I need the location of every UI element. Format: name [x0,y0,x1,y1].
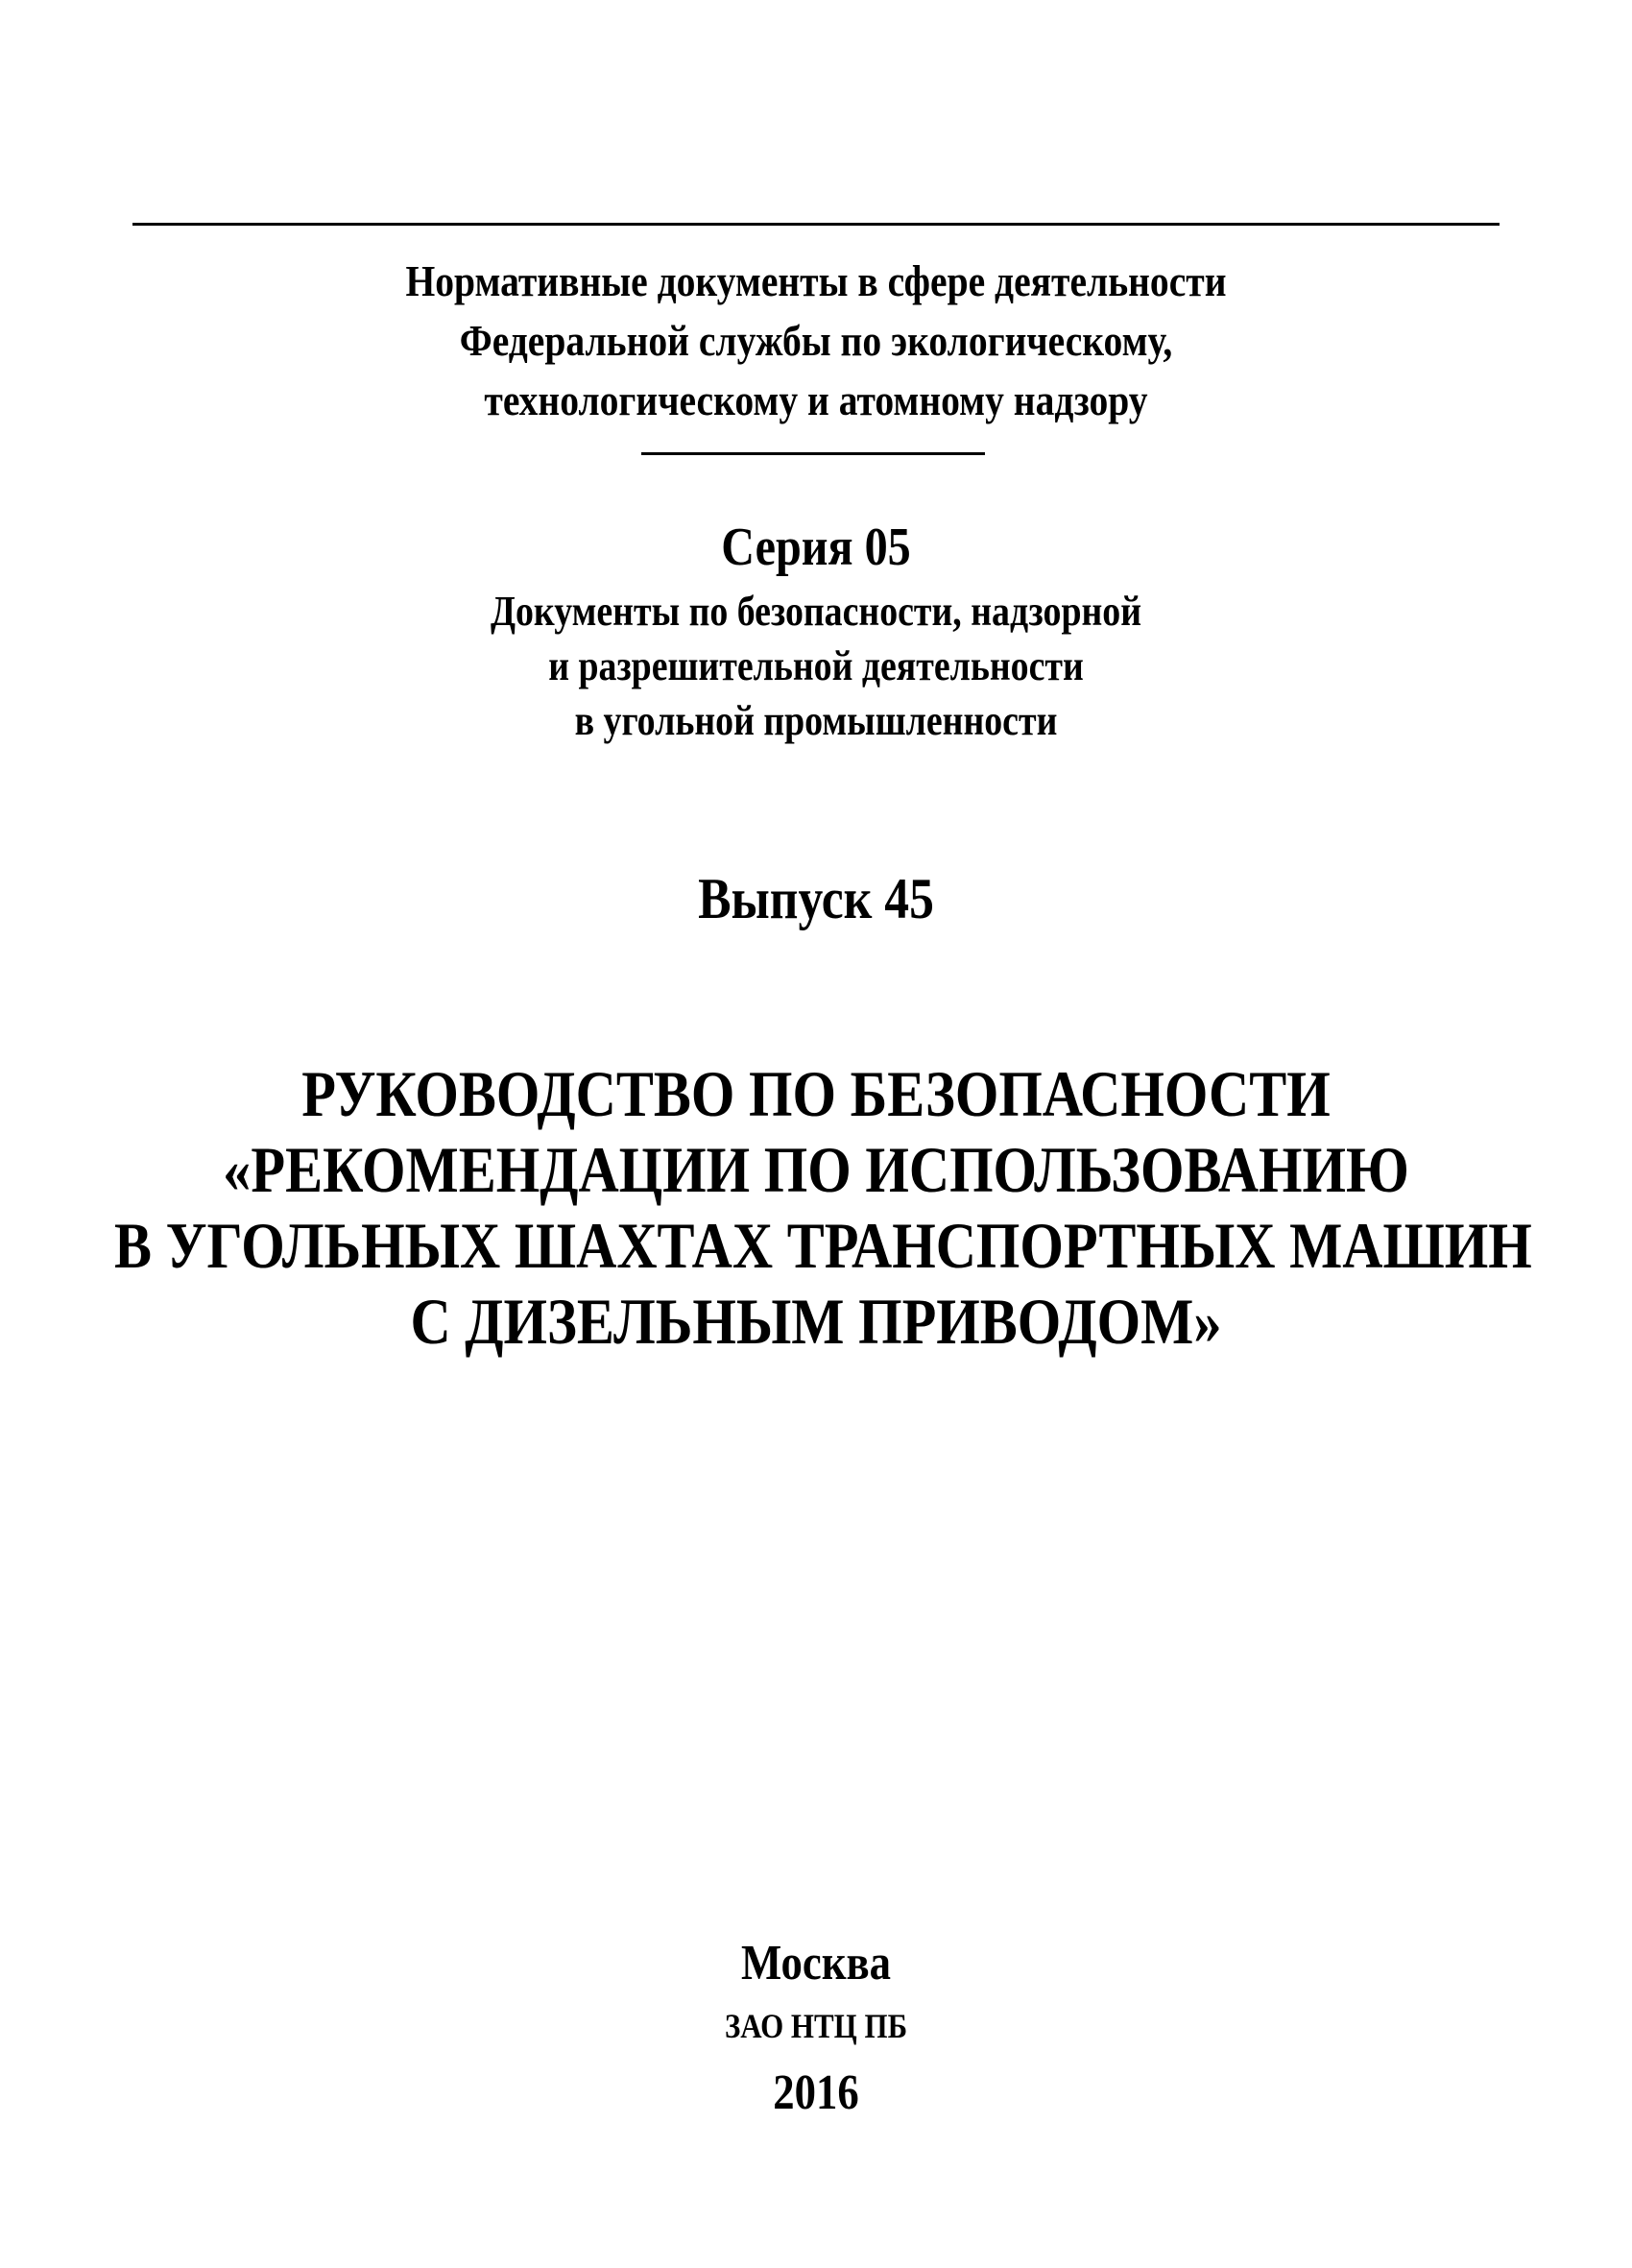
series-description-line: Документы по безопасности, надзорной [490,588,1142,635]
series-title: Серия 05 [721,518,911,577]
document-title-line: РУКОВОДСТВО ПО БЕЗОПАСНОСТИ [301,1057,1331,1130]
header-line: технологическому и атомному надзору [484,375,1148,424]
top-rule [132,223,1500,226]
header-block [114,252,1518,430]
series-description-line: в угольной промышленности [574,697,1058,744]
series-description-line: и разрешительной деятельности [548,642,1084,689]
series-description [114,584,1518,748]
document-title [114,1056,1532,1360]
imprint-publisher: ЗАО НТЦ ПБ [724,2007,908,2045]
imprint-year: 2016 [773,2065,859,2120]
issue-number: Выпуск 45 [698,867,934,930]
header-line: Федеральной службы по экологическому, [459,316,1173,365]
document-title-line: С ДИЗЕЛЬНЫМ ПРИВОДОМ» [410,1285,1222,1358]
document-title-line: В УГОЛЬНЫХ ШАХТАХ ТРАНСПОРТНЫХ МАШИН [114,1209,1532,1282]
header-divider [641,452,985,455]
document-title-line: «РЕКОМЕНДАЦИИ ПО ИСПОЛЬЗОВАНИЮ [223,1133,1409,1206]
imprint-city: Москва [740,1936,892,1991]
header-line: Нормативные документы в сфере деятельности [405,256,1227,305]
